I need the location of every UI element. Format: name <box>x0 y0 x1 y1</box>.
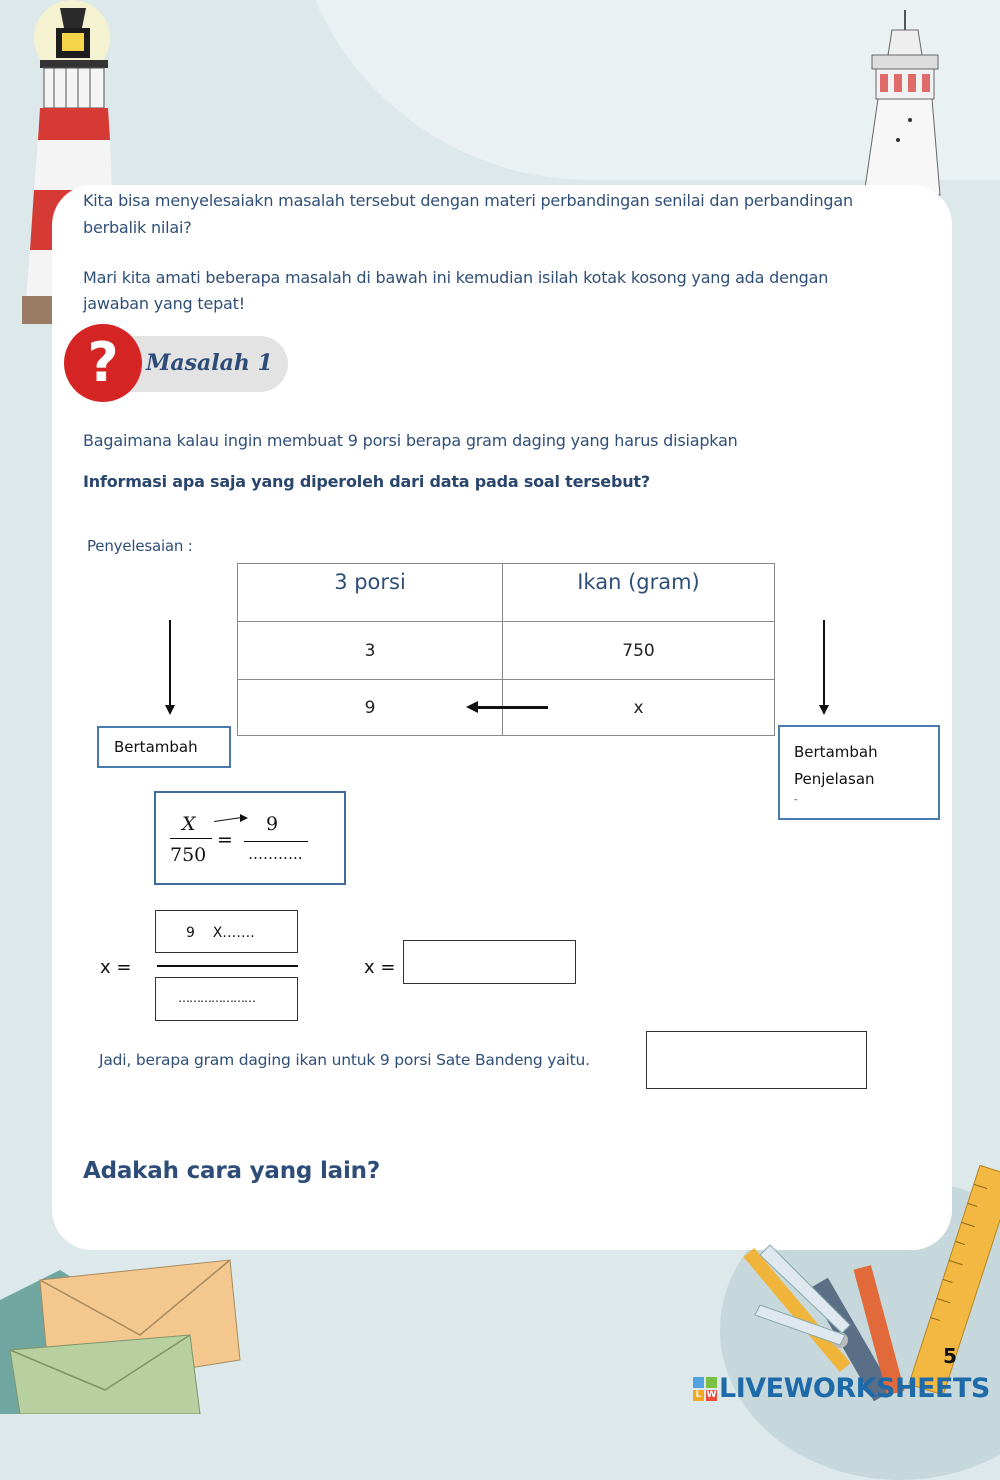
solution-label: Penyelesaian : <box>87 537 193 555</box>
fraction-left-bar <box>170 838 212 839</box>
lighthouse-right-illustration <box>850 10 950 210</box>
x-equals-label: x = <box>100 957 132 978</box>
table-header: Ikan (gram) <box>503 564 775 622</box>
division-bar <box>157 965 298 967</box>
fraction-equals: = <box>217 829 233 851</box>
liveworksheets-logo: L W <box>693 1377 717 1401</box>
x-equals-label-2: x = <box>364 957 396 978</box>
fraction-box <box>154 791 346 885</box>
fraction-right-denominator[interactable]: ……….. <box>248 845 303 863</box>
page-number: 5 <box>943 1344 957 1368</box>
intro-line-1: Kita bisa menyelesaiakn masalah tersebut dengan materi perbandingan senilai dan perbandingan <box>83 191 853 210</box>
fraction-right-bar <box>244 841 308 842</box>
left-arrow-icon <box>466 701 548 713</box>
table-cell: 750 <box>503 622 775 680</box>
fraction-left-denominator: 750 <box>170 844 207 866</box>
left-label-text: Bertambah <box>114 738 198 756</box>
down-arrow-left-tip <box>165 705 175 715</box>
problem-question: Bagaimana kalau ingin membuat 9 porsi berapa gram daging yang harus disiapkan <box>83 431 738 450</box>
table-cell: 3 <box>238 622 503 680</box>
conclusion-answer-box[interactable] <box>646 1031 867 1089</box>
numerator-input-box[interactable] <box>155 910 298 953</box>
down-arrow-right-tip <box>819 705 829 715</box>
intro-line-3: Mari kita amati beberapa masalah di bawah ini kemudian isilah kotak kosong yang ada dengan <box>83 268 829 287</box>
result-input-box[interactable] <box>403 940 576 984</box>
right-label-box[interactable] <box>778 725 940 820</box>
info-question: Informasi apa saja yang diperoleh dari data pada soal tersebut? <box>83 472 650 491</box>
problem-title: Masalah 1 <box>146 350 273 376</box>
question-mark-icon: ? <box>64 324 142 402</box>
right-label-text-2: Penjelasan <box>794 770 875 788</box>
table-cell: x <box>503 680 775 736</box>
right-label-text-3: - <box>794 795 798 805</box>
right-arrow-icon <box>214 814 248 824</box>
down-arrow-left-icon <box>169 620 171 706</box>
envelope-illustration <box>0 1240 270 1414</box>
liveworksheets-brand[interactable]: LIVEWORKSHEETS <box>719 1373 990 1404</box>
other-way-heading: Adakah cara yang lain? <box>83 1158 380 1184</box>
right-label-text-1: Bertambah <box>794 743 878 761</box>
denominator-input-box[interactable] <box>155 977 298 1021</box>
numerator-box-text: 9 X……. <box>186 925 255 941</box>
down-arrow-right-icon <box>823 620 825 706</box>
left-label-box[interactable] <box>97 726 231 768</box>
table-cell: 9 <box>238 680 503 736</box>
fraction-left-numerator: X <box>182 813 196 835</box>
intro-line-4: jawaban yang tepat! <box>83 294 245 313</box>
conclusion-text: Jadi, berapa gram daging ikan untuk 9 porsi Sate Bandeng yaitu. <box>99 1051 590 1069</box>
table-header: 3 porsi <box>238 564 503 622</box>
intro-line-2: berbalik nilai? <box>83 218 192 237</box>
denominator-box-text: ………………… <box>178 991 255 1005</box>
fraction-right-numerator: 9 <box>266 813 279 835</box>
